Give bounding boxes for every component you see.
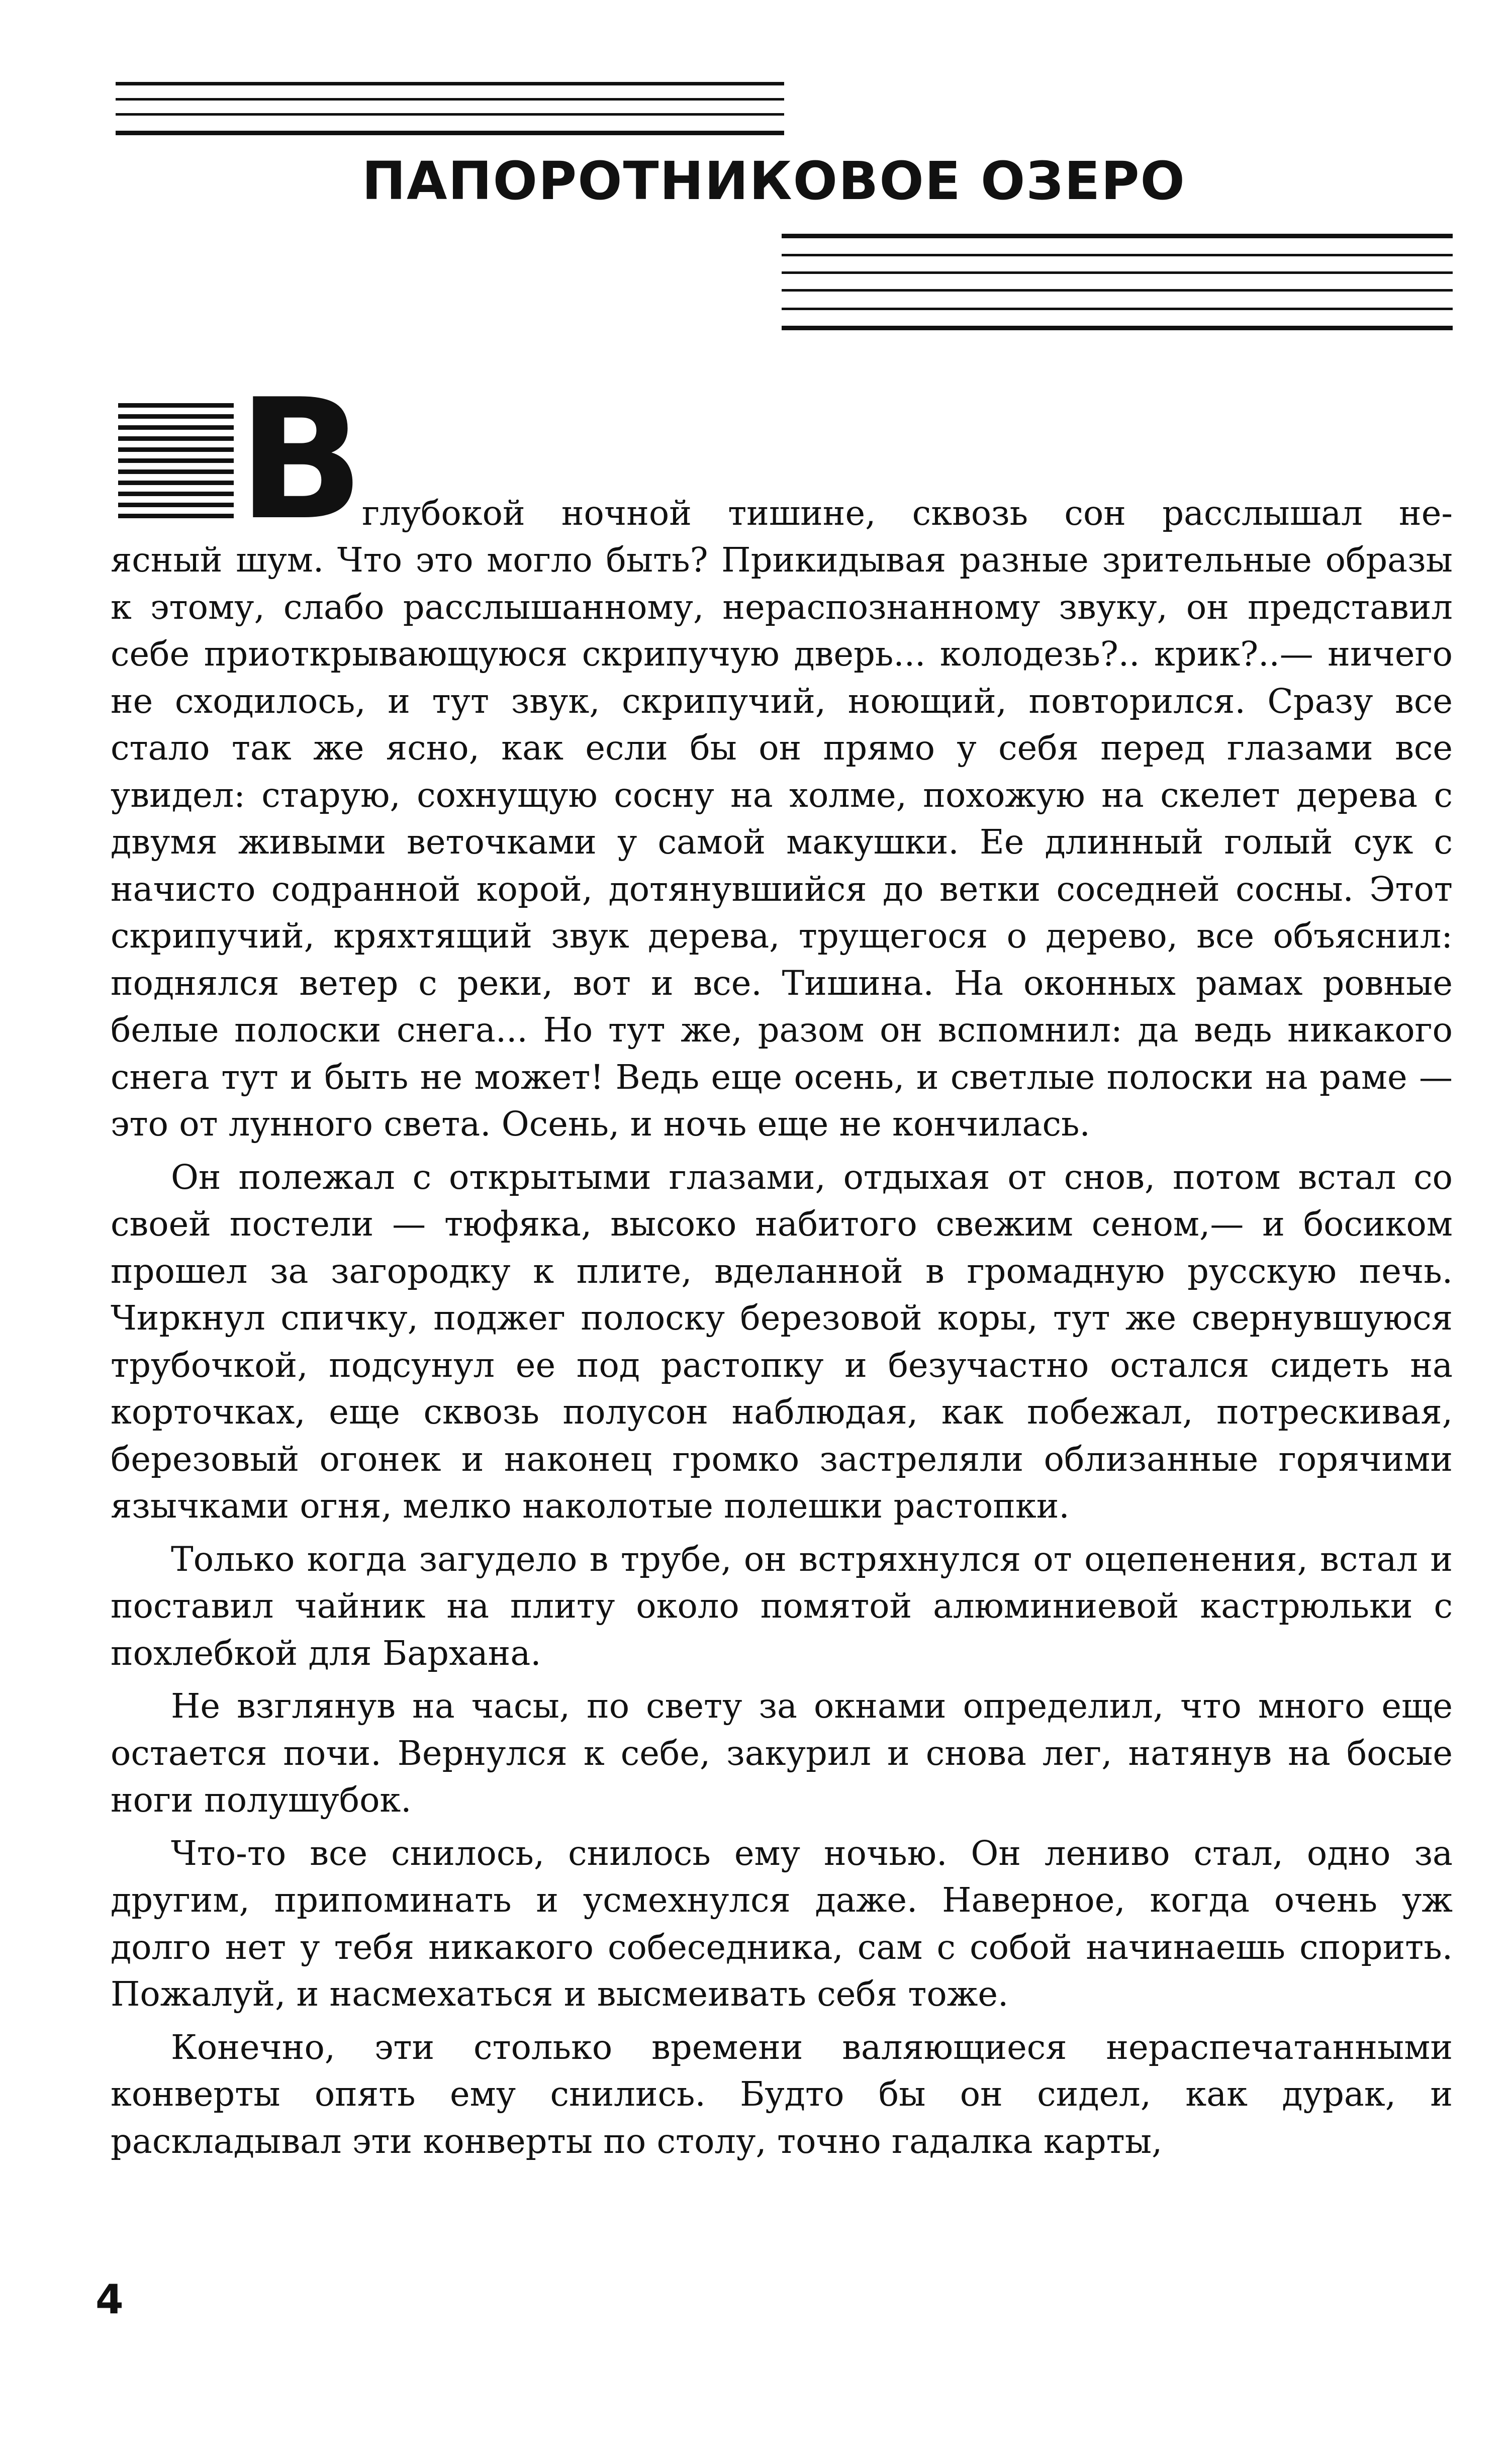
decorative-rule: [116, 113, 784, 116]
first-line: глубокой ночной тишине, сквозь сон расслышал не-: [362, 494, 1453, 533]
decorative-rule: [116, 82, 784, 85]
page-number: 4: [96, 2276, 124, 2323]
paragraph: Только когда загудело в трубе, он встряхнулся от оцепенения, встал и поставил чайник на плиту около помятой алюминиевой кастрюльки с похлебкой для Бархана.: [111, 1539, 1453, 1673]
decorative-rule: [782, 234, 1453, 238]
dropcap-block: [118, 363, 369, 556]
decorative-rule: [782, 326, 1453, 330]
decorative-rule: [782, 289, 1453, 292]
page-title: ПАПОРОТНИКОВОЕ ОЗЕРО: [362, 150, 1186, 212]
paragraph: ясный шум. Что это могло быть? Прикидывая разные зрительные образы к этому, слабо расслышанному, нераспознанному звуку, он представил себе приоткрывающуюся скрипучую дверь... колодезь?.. крик?..— ничего не сходилось, и тут звук, скрипучий, ноющий, повторился. Сразу все стало так же ясно, как если бы он прямо у себя перед глазами все увидел: старую, сохнущую сосну на холме, похожую на скелет дерева с двумя живыми веточками у самой макушки. Ее длинный голый сук с начисто содранной корой, дотянувшийся до ветки соседней сосны. Этот скрипучий, кряхтящий звук дерева, трущегося о дерево, все объяснил: поднялся ветер с реки, вот и все. Тишина. На оконных рамах ровные белые полоски снега... Но тут же, разом он вспомнил: да ведь никакого снега тут и быть не может! Ведь еще осень, и светлые полоски на раме — это от лунного света. Осень, и ночь еще не кончилась.: [111, 540, 1453, 1144]
paragraph: Конечно, эти столько времени валяющиеся нераспечатанными конверты опять ему снились. Будто бы он сидел, как дурак, и раскладывал эти конверты по столу, точно гадалка карты,: [111, 2027, 1453, 2161]
decorative-rule: [782, 254, 1453, 256]
decorative-rule: [782, 271, 1453, 274]
paragraph: Не взглянув на часы, по свету за окнами определил, что много еще остается почи. Вернулся к себе, закурил и снова лег, натянув на босые ноги полушубок.: [111, 1686, 1453, 1820]
dropcap-ornament: [118, 403, 234, 520]
dropcap-letter: В: [238, 363, 364, 556]
decorative-rule: [116, 98, 784, 101]
paragraph: Он полежал с открытыми глазами, отдыхая от снов, потом встал со своей постели — тюфяка, высоко набитого свежим сеном,— и босиком прошел за загородку к плите, вделанной в громадную русскую печь. Чиркнул спичку, поджег полоску березовой коры, тут же свернувшуюся трубочкой, подсунул ее под растопку и безучастно остался сидеть на корточках, еще сквозь полусон наблюдая, как побежал, потрескивая, березовый огонек и наконец громко застреляли облизанные горячими язычками огня, мелко наколотые полешки растопки.: [111, 1157, 1453, 1526]
decorative-rule: [116, 131, 784, 135]
decorative-rule: [782, 308, 1453, 310]
body-text: [111, 537, 1453, 2165]
paragraph: Что-то все снилось, снилось ему ночью. Он лениво стал, одно за другим, припоминать и усмехнулся даже. Наверное, когда очень уж долго нет у тебя никакого собеседника, сам с собой начинаешь спорить. Пожалуй, и насмехаться и высмеивать себя тоже.: [111, 1833, 1453, 2014]
